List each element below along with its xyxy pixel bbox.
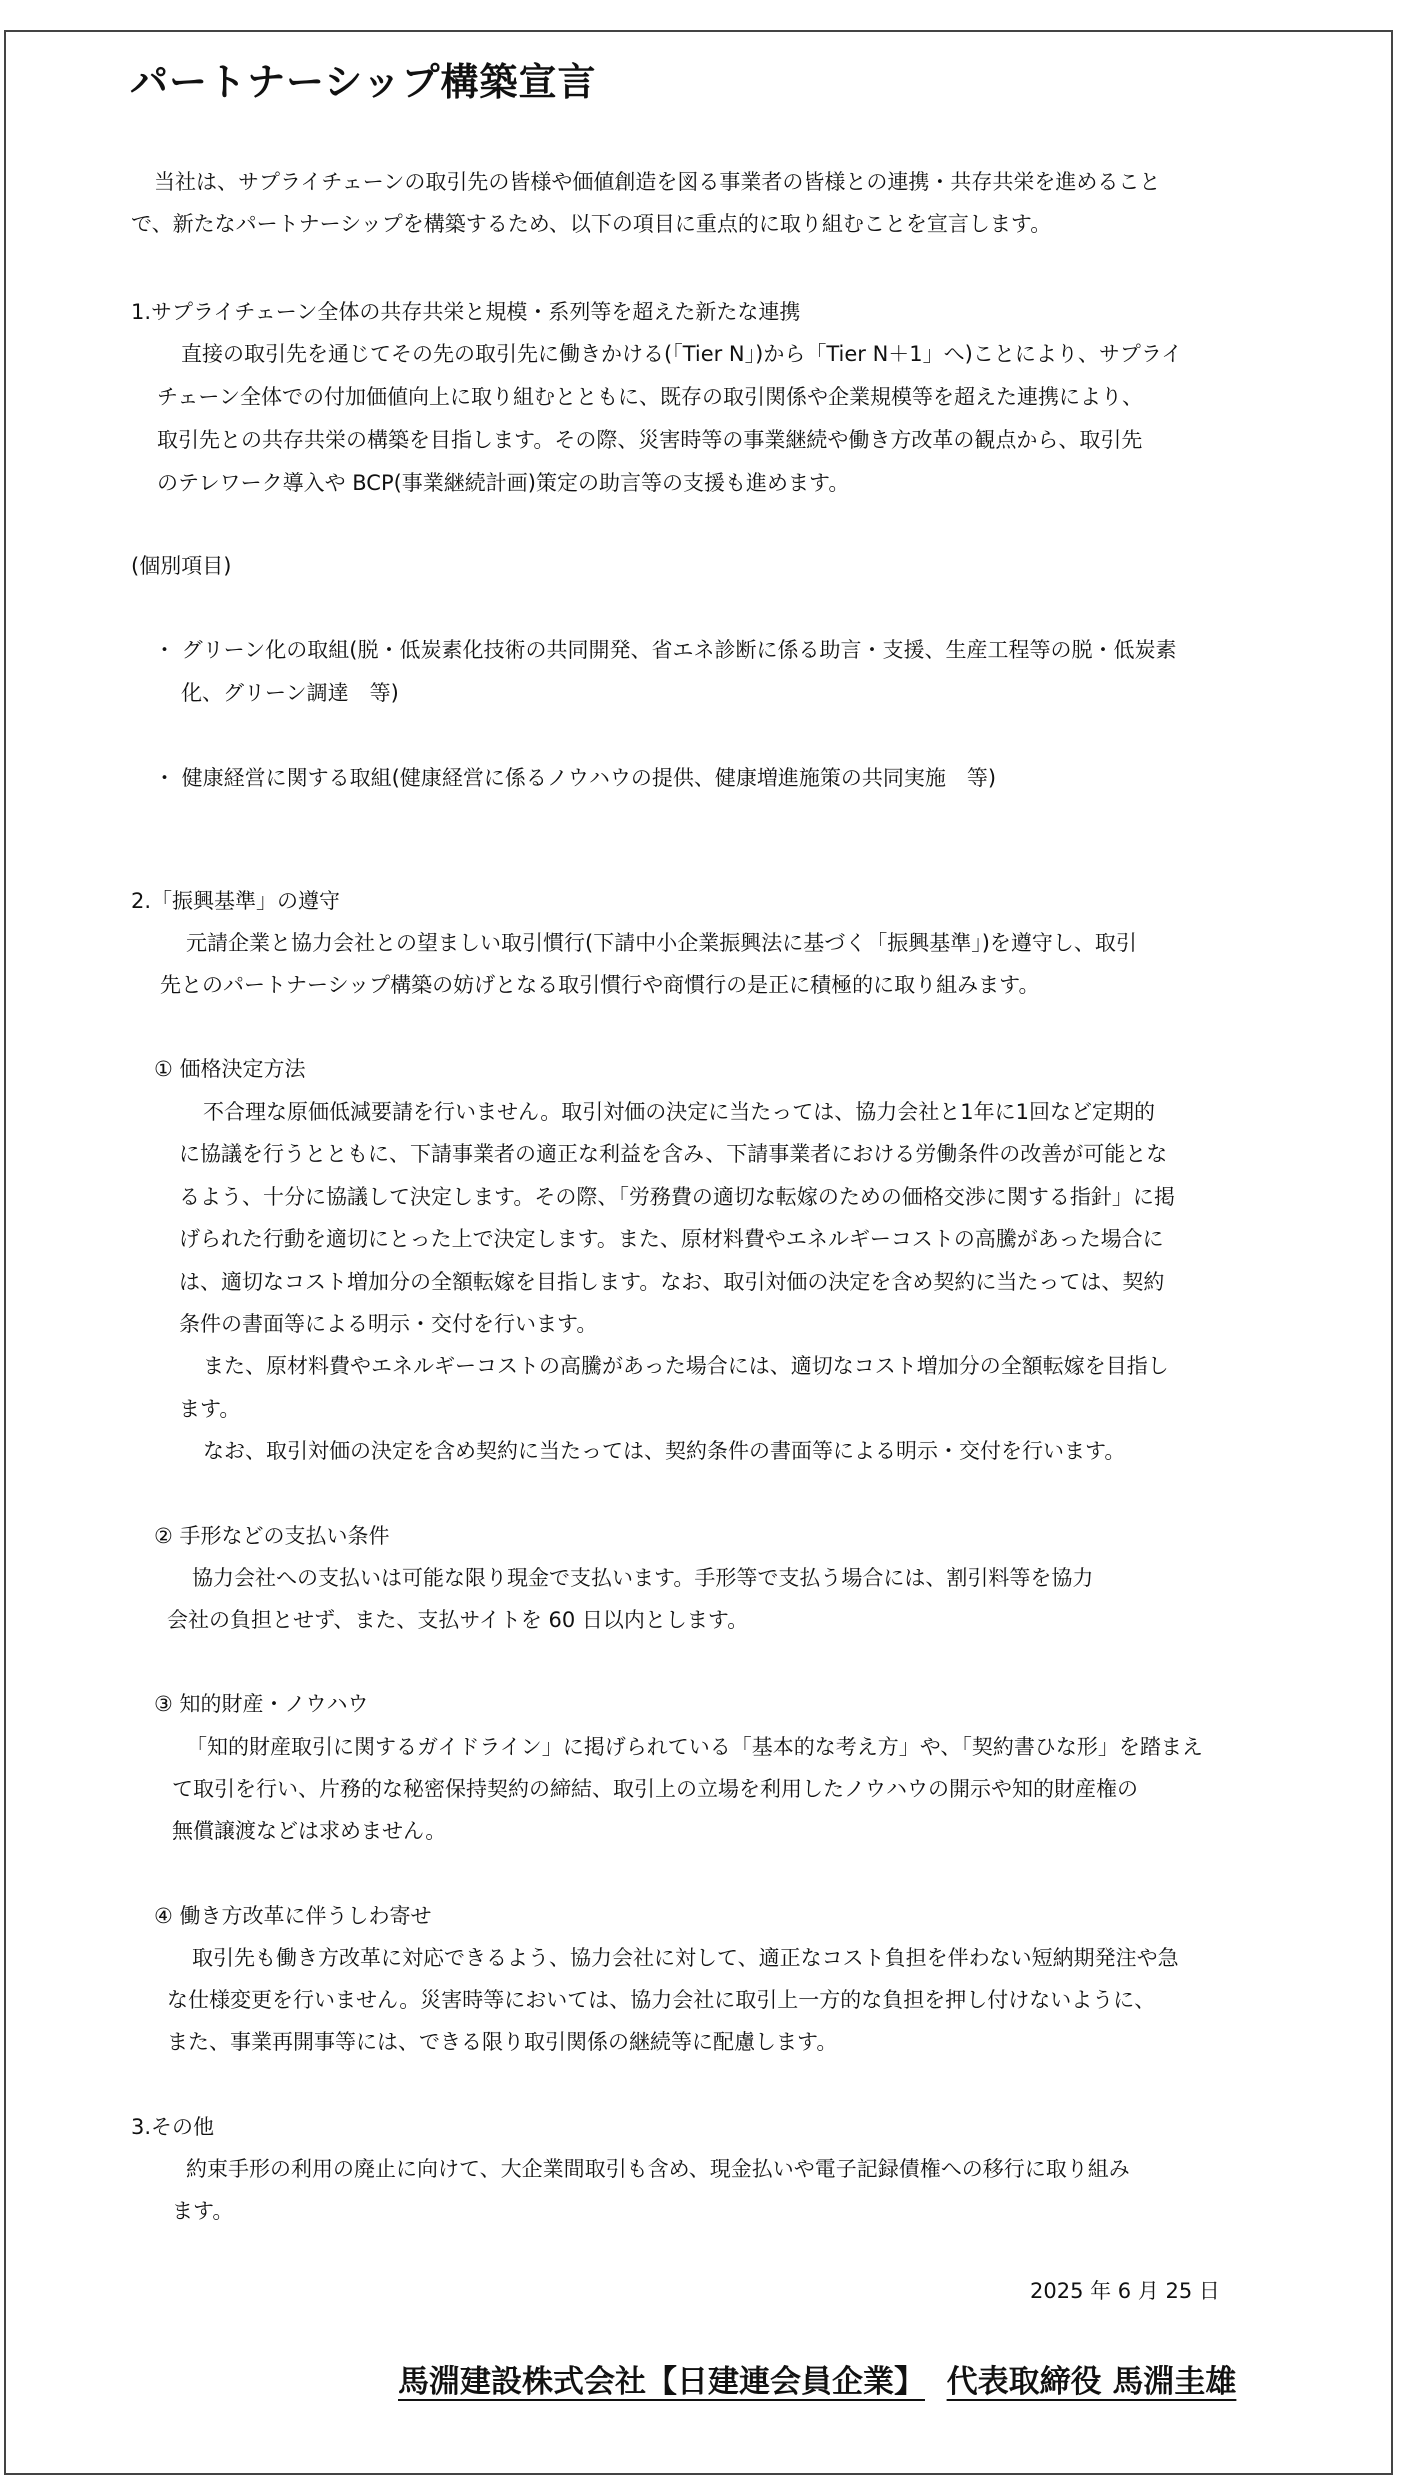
item4-body-line-3: また、事業再開事等には、できる限り取引関係の継続等に配慮します。 bbox=[167, 2030, 838, 2054]
item2-body-line-1: 協力会社への支払いは可能な限り現金で支払います。手形等で支払う場合には、割引料等を協力 bbox=[192, 1566, 1094, 1590]
item1-body-line-4: げられた行動を適切にとった上で決定します。また、原材料費やエネルギーコストの高騰があった場合に bbox=[179, 1227, 1164, 1251]
item2-body-line-2: 会社の負担とせず、また、支払サイトを 60 日以内とします。 bbox=[167, 1608, 749, 1632]
declaration-date: 2025 年 6 月 25 日 bbox=[1030, 2279, 1220, 2303]
intro-line-1: 当社は、サプライチェーンの取引先の皆様や価値創造を図る事業者の皆様との連携・共存共栄を進めること bbox=[154, 170, 1161, 194]
item1-body-line-8: ます。 bbox=[179, 1397, 241, 1421]
item1-body-line-5: は、適切なコスト増加分の全額転嫁を目指します。なお、取引対価の決定を含め契約に当たっては、契約 bbox=[179, 1270, 1165, 1294]
item4-body-line-1: 取引先も働き方改革に対応できるよう、協力会社に対して、適正なコスト負担を伴わない短納期発注や急 bbox=[192, 1946, 1179, 1970]
item3-body-line-3: 無償譲渡などは求めません。 bbox=[172, 1819, 447, 1843]
signature-company: 馬淵建設株式会社【日建連会員企業】 bbox=[398, 2364, 925, 2400]
item4-heading: ④ 働き方改革に伴うしわ寄せ bbox=[154, 1904, 432, 1928]
item1-body-line-3: るよう、十分に協議して決定します。その際、「労務費の適切な転嫁のための価格交渉に関する指針」に掲 bbox=[179, 1185, 1175, 1209]
section3-body-line-1: 約束手形の利用の廃止に向けて、大企業間取引も含め、現金払いや電子記録債権への移行に取り組み bbox=[186, 2157, 1130, 2181]
item1-body-line-9: なお、取引対価の決定を含め契約に当たっては、契約条件の書面等による明示・交付を行います。 bbox=[203, 1439, 1126, 1463]
section1-subheading: (個別項目) bbox=[131, 554, 232, 578]
item1-body-line-6: 条件の書面等による明示・交付を行います。 bbox=[179, 1312, 598, 1336]
item3-body-line-1: 「知的財産取引に関するガイドライン」に掲げられている「基本的な考え方」や、「契約書ひな形」を踏まえ bbox=[186, 1735, 1203, 1759]
item1-heading: ① 価格決定方法 bbox=[154, 1057, 306, 1081]
section3-heading: 3.その他 bbox=[131, 2115, 215, 2139]
section2-body-line-2: 先とのパートナーシップ構築の妨げとなる取引慣行や商慣行の是正に積極的に取り組みます。 bbox=[160, 973, 1040, 997]
item2-heading: ② 手形などの支払い条件 bbox=[154, 1524, 390, 1548]
item1-body-line-2: に協議を行うとともに、下請事業者の適正な利益を含み、下請事業者における労働条件の改善が可能とな bbox=[179, 1142, 1168, 1166]
bullet-green-line-2: 化、グリーン調達 等) bbox=[181, 681, 399, 705]
section1-body-line-3: 取引先との共存共栄の構築を目指します。その際、災害時等の事業継続や働き方改革の観点から、取引先 bbox=[157, 428, 1143, 452]
section3-body-line-2: ます。 bbox=[172, 2199, 234, 2223]
section1-body-line-1: 直接の取引先を通じてその先の取引先に働きかける(「Tier N」)から「Tier N＋1」へ)ことにより、サプライ bbox=[181, 342, 1183, 366]
item4-body-line-2: な仕様変更を行いません。災害時等においては、協力会社に取引上一方的な負担を押し付けないように、 bbox=[167, 1988, 1156, 2012]
signature-representative: 代表取締役 馬淵圭雄 bbox=[946, 2364, 1237, 2400]
item3-heading: ③ 知的財産・ノウハウ bbox=[154, 1692, 369, 1716]
section2-body-line-1: 元請企業と協力会社との望ましい取引慣行(下請中小企業振興法に基づく「振興基準」)を遵守し、取引 bbox=[186, 931, 1137, 955]
section1-heading: 1.サプライチェーン全体の共存共栄と規模・系列等を超えた新たな連携 bbox=[131, 300, 801, 324]
bullet-green-line-1: ・ グリーン化の取組(脱・低炭素化技術の共同開発、省エネ診断に係る助言・支援、生産工程等の脱・低炭素 bbox=[154, 638, 1177, 662]
intro-line-2: で、新たなパートナーシップを構築するため、以下の項目に重点的に取り組むことを宣言します。 bbox=[131, 212, 1052, 236]
section2-heading: 2.「振興基準」の遵守 bbox=[131, 889, 341, 913]
section1-body-line-4: のテレワーク導入や BCP(事業継続計画)策定の助言等の支援も進めます。 bbox=[157, 471, 850, 495]
item1-body-line-1: 不合理な原価低減要請を行いません。取引対価の決定に当たっては、協力会社と1年に1回など定期的 bbox=[203, 1100, 1155, 1124]
item1-body-line-7: また、原材料費やエネルギーコストの高騰があった場合には、適切なコスト増加分の全額転嫁を目指し bbox=[203, 1354, 1169, 1378]
document-title: パートナーシップ構築宣言 bbox=[130, 60, 597, 104]
bullet-health: ・ 健康経営に関する取組(健康経営に係るノウハウの提供、健康増進施策の共同実施 等) bbox=[154, 766, 997, 790]
signature bbox=[398, 2356, 1236, 2401]
item3-body-line-2: て取引を行い、片務的な秘密保持契約の締結、取引上の立場を利用したノウハウの開示や知的財産権の bbox=[172, 1777, 1138, 1801]
section1-body-line-2: チェーン全体での付加価値向上に取り組むとともに、既存の取引関係や企業規模等を超えた連携により、 bbox=[157, 385, 1143, 409]
